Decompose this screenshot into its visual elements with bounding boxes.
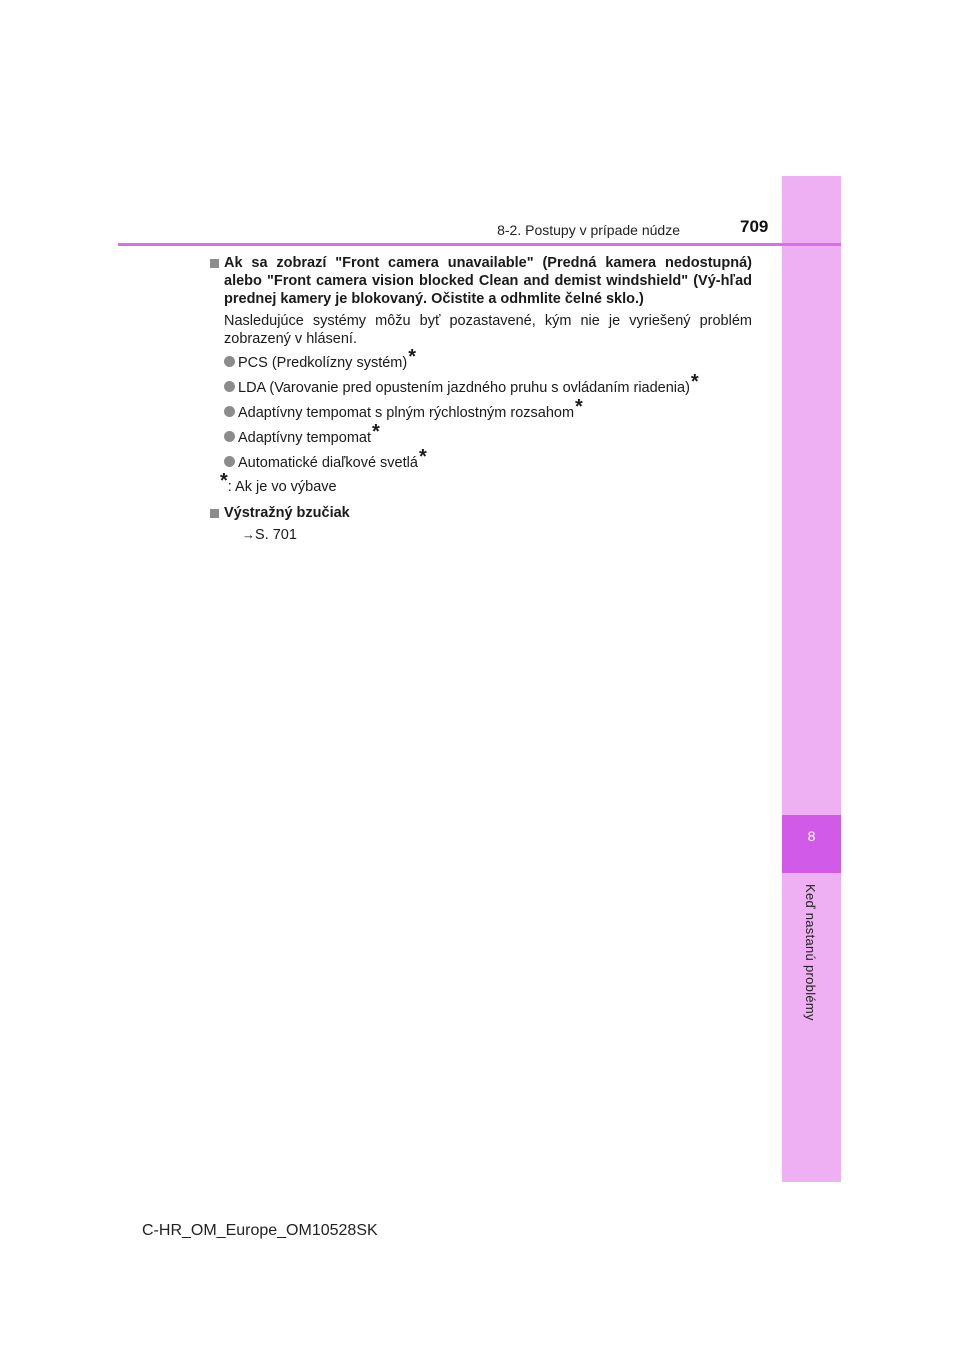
chapter-number: 8 — [807, 828, 816, 844]
list-item — [224, 346, 752, 373]
item-heading-warning-buzzer — [210, 504, 752, 522]
asterisk-marker: * — [690, 371, 699, 393]
square-bullet-icon — [210, 259, 219, 268]
chapter-title: Keď nastanú problémy — [803, 884, 818, 1021]
footnote-asterisk: * — [220, 470, 228, 492]
chapter-number-tab — [782, 815, 841, 873]
item-heading-text: Ak sa zobrazí "Front camera unavailable" (Predná kamera nedostupná) alebo "Front camera vision blocked Clean and demist windshield" (Vý-hľad prednej kamery je blokovaný. Očistite a odhmlite čelné sklo.) — [224, 255, 752, 307]
asterisk-marker: * — [408, 346, 417, 368]
document-code: C-HR_OM_Europe_OM10528SK — [142, 1222, 378, 1239]
round-bullet-icon — [224, 431, 235, 442]
list-item — [224, 396, 752, 423]
item-heading-text: Výstražný bzučiak — [224, 505, 350, 521]
list-item-text: PCS (Predkolízny systém) — [238, 355, 408, 371]
list-item — [224, 371, 752, 398]
footnote-text: : Ak je vo výbave — [227, 479, 337, 495]
round-bullet-icon — [224, 406, 235, 417]
section-heading: 8-2. Postupy v prípade núdze — [497, 222, 680, 238]
affected-systems-list — [210, 346, 752, 473]
list-item — [224, 446, 752, 473]
asterisk-marker: * — [418, 446, 427, 468]
asterisk-marker: * — [372, 421, 380, 443]
arrow-right-icon: → — [242, 527, 255, 542]
list-item-text: Automatické diaľkové svetlá — [238, 455, 418, 471]
list-item-text: LDA (Varovanie pred opustením jazdného pruhu s ovládaním riadenia) — [238, 380, 690, 396]
list-item-text: Adaptívny tempomat s plným rýchlostným rozsahom — [238, 405, 575, 421]
round-bullet-icon — [224, 456, 235, 467]
round-bullet-icon — [224, 381, 235, 392]
footnote — [210, 470, 752, 496]
page-number: 709 — [740, 217, 769, 236]
page-content — [210, 254, 752, 544]
list-item-text: Adaptívny tempomat — [238, 430, 371, 446]
asterisk-marker: * — [575, 396, 583, 418]
square-bullet-icon — [210, 509, 219, 518]
page-reference — [210, 526, 752, 544]
item-paragraph: Nasledujúce systémy môžu byť pozastavené, kým nie je vyriešený problém zobrazený v hlásení. — [224, 313, 752, 347]
round-bullet-icon — [224, 356, 235, 367]
header-rule — [118, 243, 841, 246]
item-heading-front-camera — [210, 254, 752, 308]
page-reference-link[interactable]: S. 701 — [255, 527, 297, 543]
list-item — [224, 421, 752, 448]
chapter-side-tab — [782, 176, 841, 1182]
